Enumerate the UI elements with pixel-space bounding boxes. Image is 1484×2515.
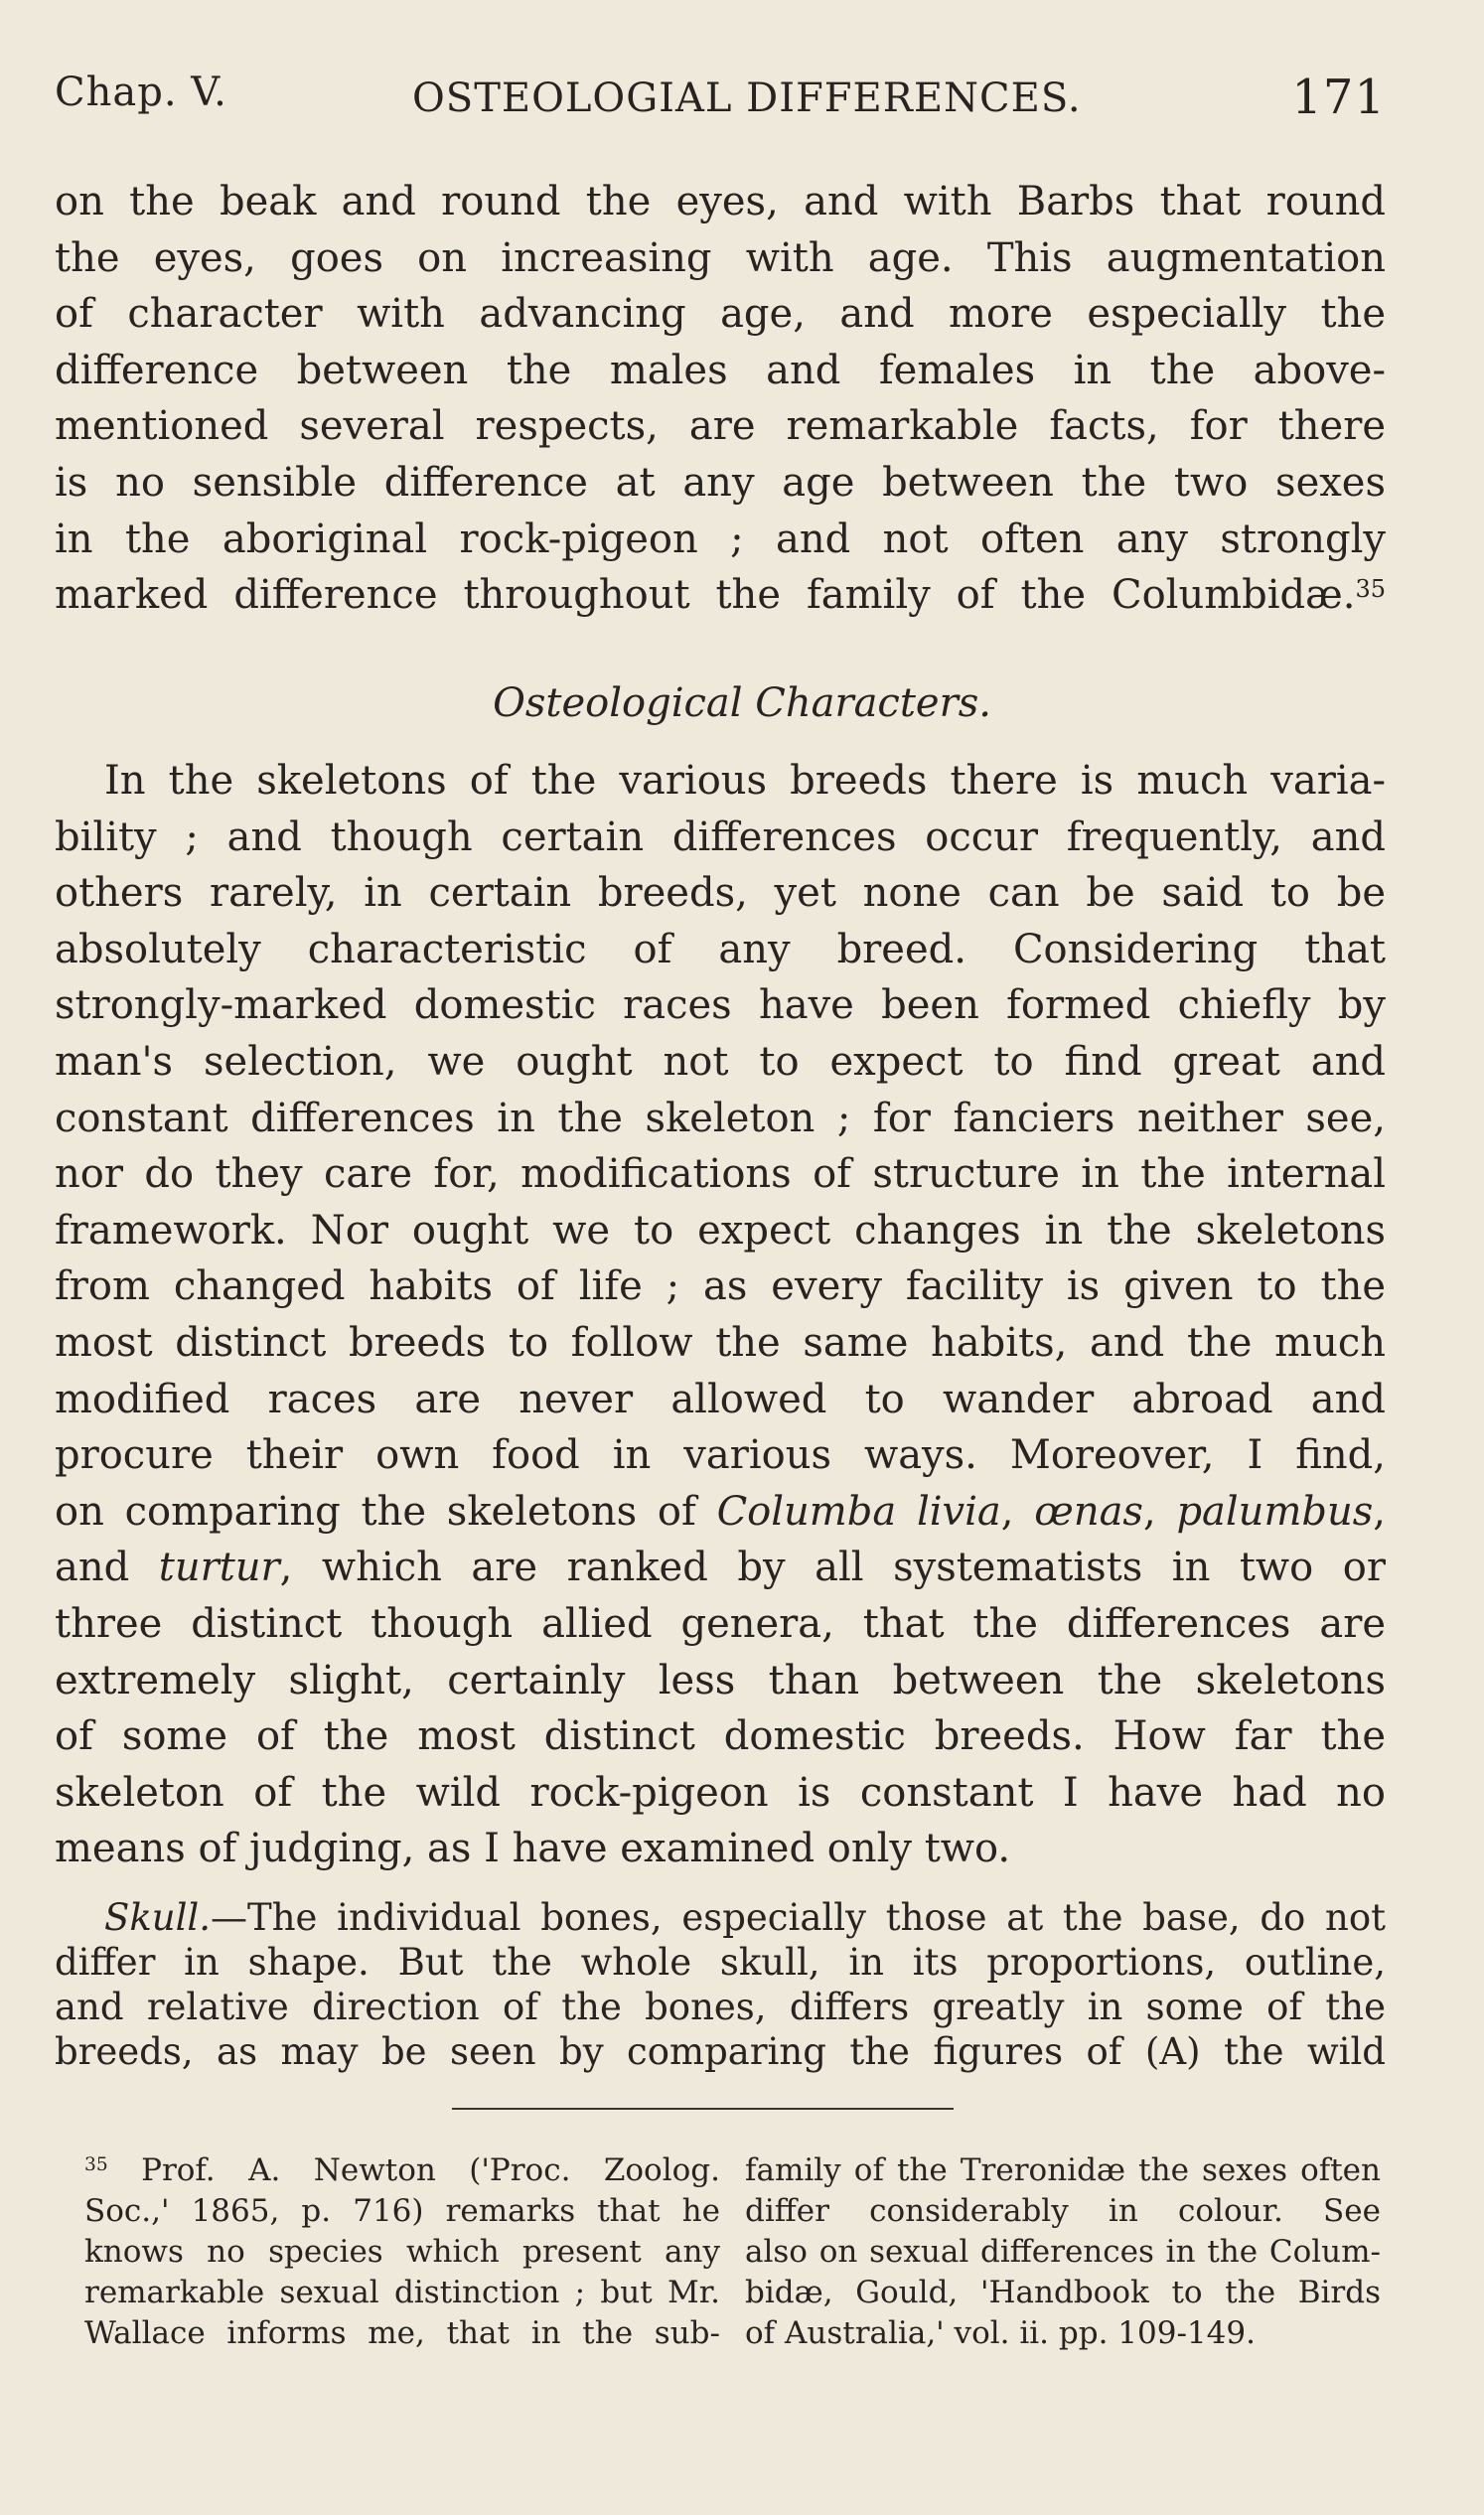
text-fragment: , [1373,1488,1386,1535]
text-line: is no sensible difference at any age between the two sexes [55,459,1386,506]
text-line: and relative direction of the bones, differs greatly in some of the [55,1986,1386,2028]
text-line: man's selection, we ought not to expect to find great and [55,1038,1386,1085]
page-header [55,70,1386,129]
species-name: Columba livia [716,1488,1001,1535]
text-line-species [55,1540,1386,1596]
text-line: modified races are never allowed to wander abroad and [55,1376,1386,1422]
footnote-number: 35 [84,2154,108,2175]
running-title: OSTEOLOGIAL DIFFERENCES. [412,75,1082,121]
paragraph-2 [55,753,1386,1877]
page-number: 171 [1291,70,1386,125]
text-line: mentioned several respects, are remarkable facts, for there [55,403,1386,450]
text-line: others rarely, in certain breeds, yet none can be said to be [55,870,1386,917]
text-line-species [55,1484,1386,1541]
text-fragment: Prof. A. Newton ('Proc. Zoolog. [141,2152,720,2188]
species-name: turtur [158,1545,280,1591]
text-fragment: and [55,1545,159,1591]
text-line: from changed habits of life ; as every facility is given to the [55,1263,1386,1310]
text-line: family of the Treronidæ the sexes often [745,2152,1381,2188]
text-line: of character with advancing age, and more especially the [55,291,1386,338]
section-heading: Osteological Characters. [493,680,991,726]
text-line: on the beak and round the eyes, and with Barbs that round [55,179,1386,224]
text-line [84,2150,720,2191]
text-line: nor do they care for, modifications of structure in the internal [55,1151,1386,1198]
text-line: constant differences in the skeleton ; for fanciers neither see, [55,1095,1386,1141]
text-line: In the skeletons of the various breeds there is much varia- [104,758,1386,804]
species-name: palumbus [1176,1488,1374,1535]
paragraph-1 [55,174,1386,624]
text-line: bility ; and though certain differences occur frequently, and [55,814,1386,860]
text-line: of some of the most distinct domestic breeds. How far the [55,1713,1386,1760]
text-line: strongly-marked domestic races have been formed chiefly by [55,982,1386,1029]
footnote-divider [452,2108,954,2110]
skull-paragraph [55,1895,1386,2074]
text-line: the eyes, goes on increasing with age. This augmentation [55,234,1386,281]
footnote-left-column [84,2150,720,2354]
text-line: differ considerably in colour. See [745,2193,1381,2229]
chapter-label: Chap. V. [55,70,227,115]
text-line: differ in shape. But the whole skull, in its proportions, outline, [55,1941,1386,1984]
text-fragment: , which are ranked by all systematists in two or [279,1545,1386,1591]
text-line: in the aboriginal rock-pigeon ; and not often any strongly [55,516,1386,562]
species-name: œnas [1034,1488,1143,1535]
text-fragment: —The individual bones, especially those at the base, do not [211,1896,1386,1939]
text-fragment: , [1000,1488,1035,1535]
footnote-right-column [745,2150,1381,2354]
text-line: procure their own food in various ways. Moreover, I find, [55,1432,1386,1479]
text-line: three distinct though allied genera, that the differences are [55,1600,1386,1647]
text-line [55,1895,1386,1940]
text-line: Soc.,' 1865, p. 716) remarks that he [84,2193,720,2229]
text-line: difference between the males and females in the above- [55,347,1386,393]
footnote-ref: 35 [1355,575,1386,604]
text-line: Wallace informs me, that in the sub- [84,2315,720,2351]
text-fragment: on comparing the skeletons of [55,1488,717,1535]
text-line-content: marked difference throughout the family of the Columbidæ. [55,572,1356,619]
text-line: remarkable sexual distinction ; but Mr. [84,2275,720,2310]
text-line: skeleton of the wild rock-pigeon is constant I have had no [55,1769,1386,1816]
text-line: also on sexual differences in the Colum- [745,2234,1381,2270]
text-line: breeds, as may be seen by comparing the figures of (A) the wild [55,2030,1386,2073]
text-line: knows no species which present any [84,2234,720,2270]
text-line: framework. Nor ought we to expect changes in the skeletons [55,1207,1386,1254]
text-line: most distinct breeds to follow the same habits, and the much [55,1319,1386,1366]
text-line: absolutely characteristic of any breed. Considering that [55,926,1386,972]
text-fragment: , [1142,1488,1177,1535]
skull-label: Skull. [104,1896,212,1939]
text-line: bidæ, Gould, 'Handbook to the Birds [745,2275,1381,2310]
text-line: extremely slight, certainly less than between the skeletons [55,1657,1386,1703]
text-line: means of judging, as I have examined only two. [55,1826,1011,1872]
text-line: of Australia,' vol. ii. pp. 109-149. [745,2315,1256,2351]
text-line [55,567,1386,624]
